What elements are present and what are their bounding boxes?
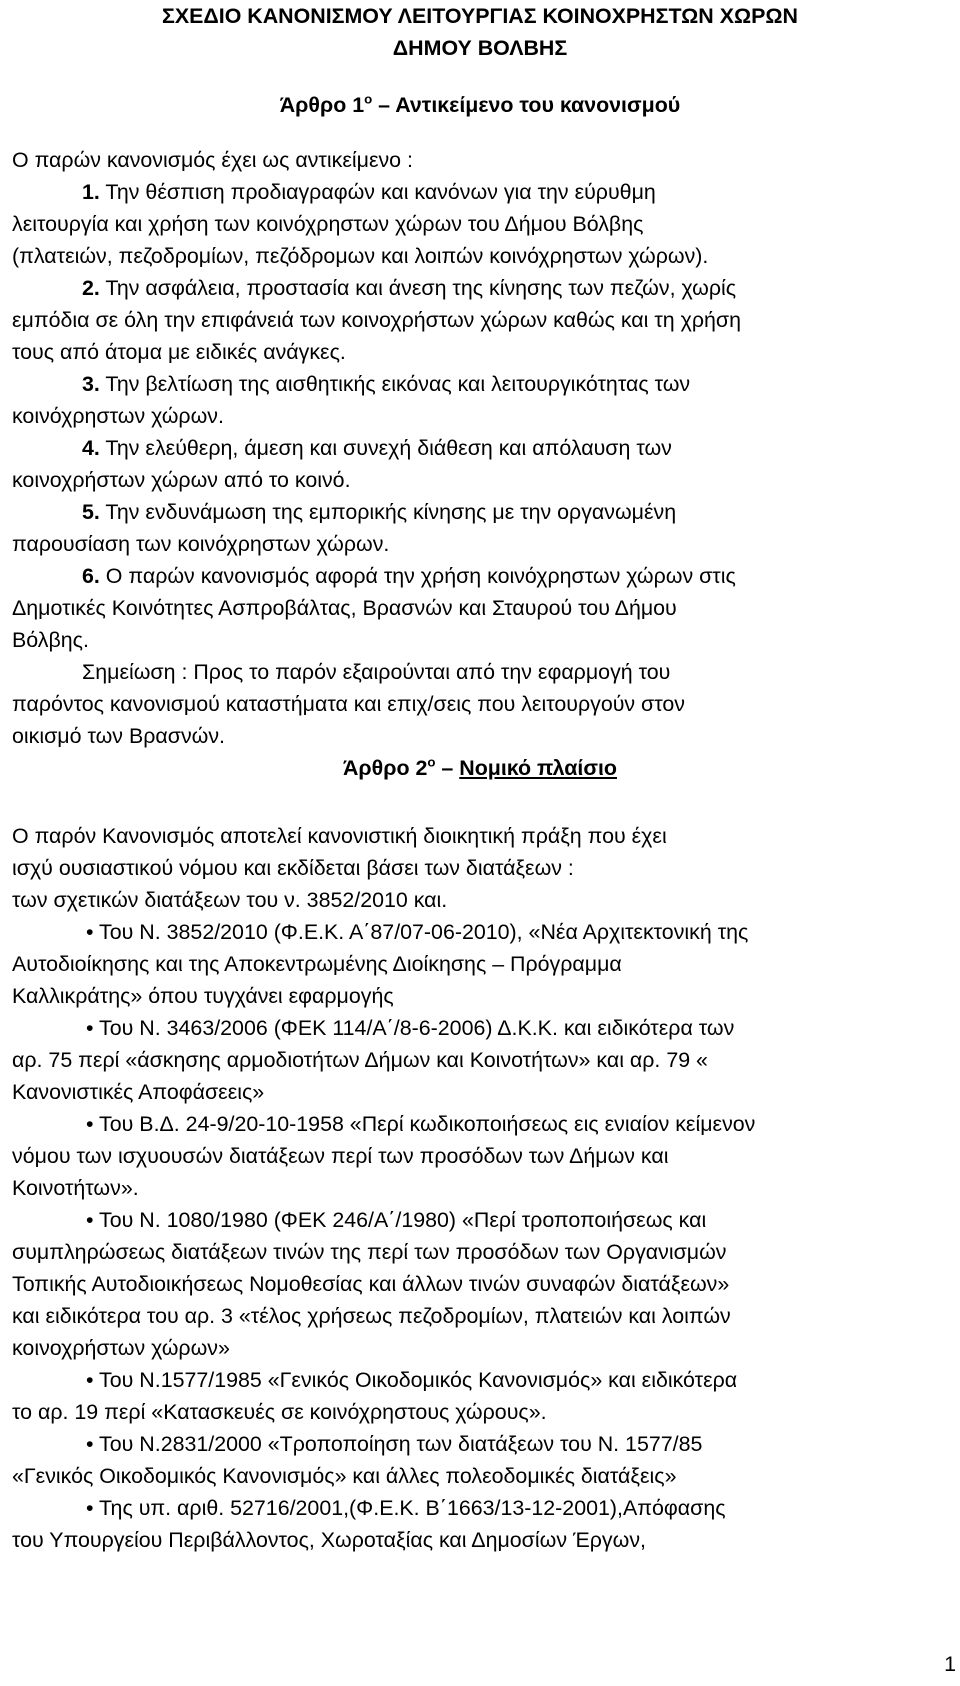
bullet-2-line-3: Κανονιστικές Αποφάσεεις»	[12, 1080, 265, 1104]
list-item-2-line-1: 2. Την ασφάλεια, προστασία και άνεση της κίνησης των πεζών, χωρίς	[82, 276, 737, 300]
bullet-3-line-1: • Του Β.Δ. 24-9/20-10-1958 «Περί κωδικοποιήσεως εις ενιαίον κείμενον	[86, 1112, 756, 1136]
list-item-6-line-2: Δημοτικές Κοινότητες Ασπροβάλτας, Βρασνών και Σταυρού του Δήμου	[12, 596, 677, 620]
article-2-intro-line-2: ισχύ ουσιαστικού νόμου και εκδίδεται βάσει των διατάξεων :	[12, 856, 574, 880]
bullet-3-line-3: Κοινοτήτων».	[12, 1176, 139, 1200]
bullet-6-line-1: • Του Ν.2831/2000 «Τροποποίηση των διατάξεων του Ν. 1577/85	[86, 1432, 703, 1456]
bullet-2-line-2: αρ. 75 περί «άσκησης αρμοδιοτήτων Δήμων και Κοινοτήτων» και αρ. 79 «	[12, 1048, 708, 1072]
article-2-intro-line-1: Ο παρόν Κανονισμός αποτελεί κανονιστική διοικητική πράξη που έχει	[12, 824, 667, 848]
list-item-2-line-2: εμπόδια σε όλη την επιφάνειά των κοινοχρήστων χώρων καθώς και τη χρήση	[12, 308, 742, 332]
list-item-5-line-2: παρουσίαση των κοινόχρηστων χώρων.	[12, 532, 390, 556]
page-number: 1	[944, 1652, 956, 1676]
bullet-4-line-5: κοινοχρήστων χώρων»	[12, 1336, 230, 1360]
list-item-1-line-1: 1. Την θέσπιση προδιαγραφών και κανόνων για την εύρυθμη	[82, 180, 656, 204]
list-item-1-line-2: λειτουργία και χρήση των κοινόχρηστων χώρων του Δήμου Βόλβης	[12, 212, 644, 236]
bullet-5-line-1: • Του Ν.1577/1985 «Γενικός Οικοδομικός Κανονισμός» και ειδικότερα	[86, 1368, 738, 1392]
list-item-6-line-1: 6. Ο παρών κανονισμός αφορά την χρήση κοινόχρηστων χώρων στις	[82, 564, 736, 588]
list-item-4-line-2: κοινοχρήστων χώρων από το κοινό.	[12, 468, 351, 492]
list-item-4-line-1: 4. Την ελεύθερη, άμεση και συνεχή διάθεση και απόλαυση των	[82, 436, 672, 460]
bullet-1-line-2: Αυτοδιοίκησης και της Αποκεντρωμένης Διοίκησης – Πρόγραμμα	[12, 952, 622, 976]
bullet-4-line-1: • Του Ν. 1080/1980 (ΦΕΚ 246/Α΄/1980) «Περί τροποποιήσεως και	[86, 1208, 707, 1232]
bullet-4-line-2: συμπληρώσεως διατάξεων τινών της περί των προσόδων των Οργανισμών	[12, 1240, 727, 1264]
bullet-7-line-1: • Της υπ. αριθ. 52716/2001,(Φ.Ε.Κ. Β΄1663/13-12-2001),Απόφασης	[86, 1496, 726, 1520]
note-line-1: Σημείωση : Προς το παρόν εξαιρούνται από την εφαρμογή του	[82, 660, 671, 684]
article-1-intro: Ο παρών κανονισμός έχει ως αντικείμενο :	[12, 148, 413, 172]
list-item-1-line-3: (πλατειών, πεζοδρομίων, πεζόδρομων και λοιπών κοινόχρηστων χώρων).	[12, 244, 709, 268]
bullet-7-line-2: του Υπουργείου Περιβάλλοντος, Χωροταξίας και Δημοσίων Έργων,	[12, 1528, 646, 1552]
list-item-2-line-3: τους από άτομα με ειδικές ανάγκες.	[12, 340, 346, 364]
bullet-4-line-4: και ειδικότερα του αρ. 3 «τέλος χρήσεως πεζοδρομίων, πλατειών και λοιπών	[12, 1304, 731, 1328]
bullet-3-line-2: νόμου των ισχυουσών διατάξεων περί των προσόδων των Δήμων και	[12, 1144, 669, 1168]
note-line-3: οικισμό των Βρασνών.	[12, 724, 225, 748]
list-item-3-line-2: κοινόχρηστων χώρων.	[12, 404, 224, 428]
article-2-heading: Άρθρο $2^o$ – Νομικό πλαίσιο	[342, 754, 617, 780]
list-item-3-line-1: 3. Την βελτίωση της αισθητικής εικόνας και λειτουργικότητας των	[82, 372, 691, 396]
document-title-line-2: ΔΗΜΟΥ ΒΟΛΒΗΣ	[392, 36, 568, 60]
bullet-4-line-3: Τοπικής Αυτοδιοικήσεως Νομοθεσίας και άλλων τινών συναφών διατάξεων»	[12, 1272, 730, 1296]
bullet-1-line-1: • Του Ν. 3852/2010 (Φ.Ε.Κ. Α΄87/07-06-2010), «Νέα Αρχιτεκτονική της	[86, 920, 749, 944]
list-item-6-line-3: Βόλβης.	[12, 628, 89, 652]
bullet-5-line-2: το αρ. 19 περί «Κατασκευές σε κοινόχρηστους χώρους».	[12, 1400, 547, 1424]
article-2-intro-line-3: των σχετικών διατάξεων του ν. 3852/2010 και.	[12, 888, 448, 912]
bullet-2-line-1: • Του Ν. 3463/2006 (ΦΕΚ 114/Α΄/8-6-2006) Δ.Κ.Κ. και ειδικότερα των	[86, 1016, 735, 1040]
document-title-line-1: ΣΧΕΔΙΟ ΚΑΝΟΝΙΣΜΟΥ ΛΕΙΤΟΥΡΓΙΑΣ ΚΟΙΝΟΧΡΗΣΤΩΝ ΧΩΡΩΝ	[162, 4, 798, 28]
list-item-5-line-1: 5. Την ενδυνάμωση της εμπορικής κίνησης με την οργανωμένη	[82, 500, 677, 524]
note-line-2: παρόντος κανονισμού καταστήματα και επιχ/σεις που λειτουργούν στον	[12, 692, 685, 716]
article-1-heading: Άρθρο $1^o$ – Αντικείμενο του κανονισμού	[279, 91, 681, 117]
bullet-6-line-2: «Γενικός Οικοδομικός Κανονισμός» και άλλες πολεοδομικές διατάξεις»	[12, 1464, 677, 1488]
bullet-1-line-3: Καλλικράτης» όπου τυγχάνει εφαρμογής	[12, 984, 394, 1008]
